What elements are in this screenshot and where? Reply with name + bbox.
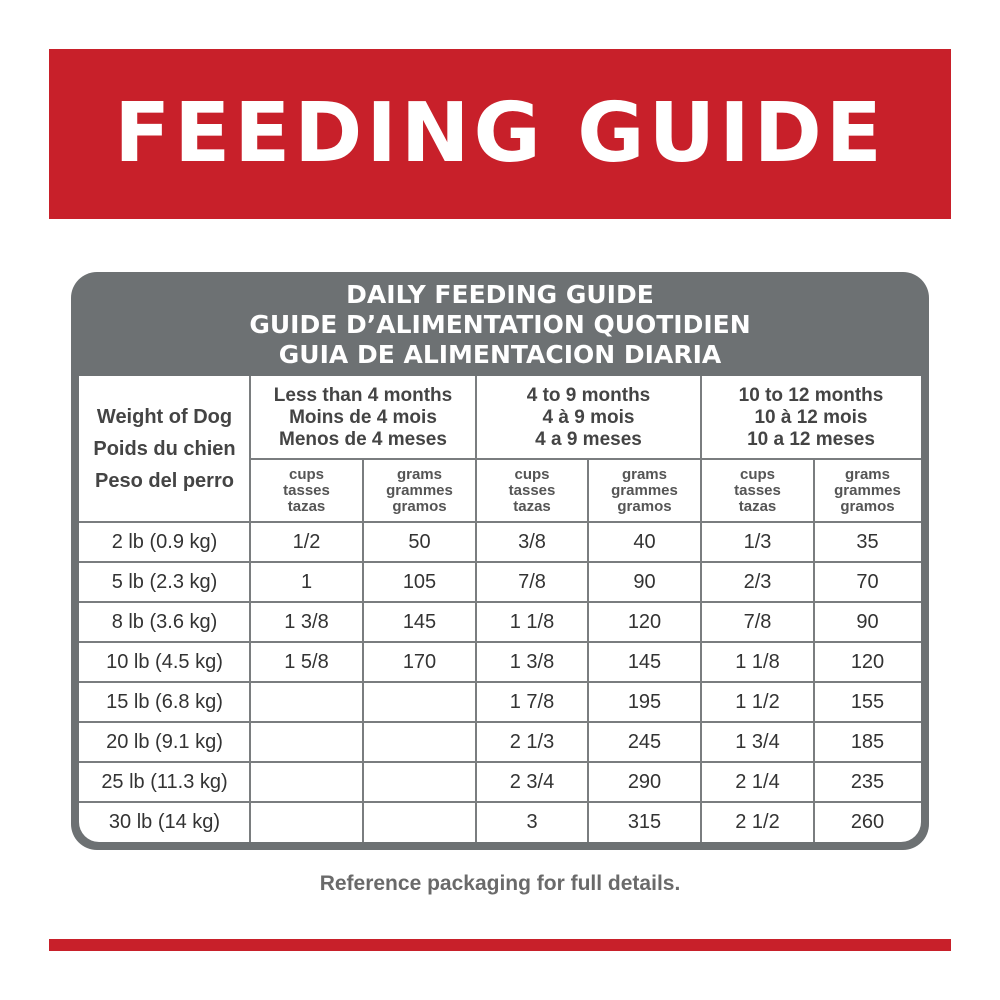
grams-value-cell-text: [633, 531, 655, 554]
cups-header-2: [701, 459, 814, 522]
cups-value-cell-text: [744, 611, 772, 634]
grams-value-cell-line-0: 185: [850, 730, 885, 753]
cups-value-cell-text: [301, 571, 312, 594]
cups-header-1: [476, 459, 588, 522]
grams-value-cell-line-0: 90: [633, 570, 656, 593]
cups-value-cell: [250, 802, 363, 842]
cups-value-cell-text: [735, 731, 779, 754]
cups-value-cell: [701, 562, 814, 602]
panel-title-es: GUIA DE ALIMENTACION DIARIA: [278, 340, 722, 369]
cups-value-cell-text: [510, 731, 554, 754]
panel-title-fr: GUIDE D’ALIMENTATION QUOTIDIEN: [249, 310, 751, 339]
cups-value-cell-text: [510, 771, 554, 794]
grams-value-cell: [363, 802, 476, 842]
grams-header-1-line-1: grammes: [611, 481, 678, 499]
cups-value-cell-text: [735, 691, 779, 714]
weight-cell: [79, 722, 250, 762]
weight-header-line-0: Weight of Dog: [96, 406, 233, 428]
cups-header-2-line-1: tasses: [734, 481, 781, 499]
grams-value-cell-line-0: 120: [627, 610, 662, 633]
grams-value-cell: [363, 642, 476, 682]
age-group-header-1-line-1: 4 à 9 mois: [542, 406, 635, 428]
age-group-header-2-text: [739, 385, 884, 451]
grams-value-cell-line-0: 170: [402, 650, 437, 673]
cups-header-0: [250, 459, 363, 522]
grams-value-cell: [588, 682, 701, 722]
grams-header-0-line-0: grams: [396, 465, 442, 483]
age-group-header-2: [701, 376, 921, 459]
grams-value-cell-line-0: 50: [408, 530, 431, 553]
grams-header-0-line-2: gramos: [392, 497, 447, 515]
grams-value-cell: [588, 562, 701, 602]
cups-value-cell: [476, 642, 588, 682]
grams-value-cell-line-0: 260: [850, 810, 885, 833]
grams-value-cell-line-0: 70: [856, 570, 879, 593]
grams-header-1: [588, 459, 701, 522]
cups-value-cell-line-0: 3: [526, 810, 538, 833]
grams-value-cell: [588, 802, 701, 842]
weight-cell-line-0: 2 lb (0.9 kg): [111, 530, 218, 553]
age-group-header-0-line-0: Less than 4 months: [273, 384, 453, 406]
grams-value-cell-line-0: 195: [627, 690, 662, 713]
weight-cell-line-0: 8 lb (3.6 kg): [111, 610, 218, 633]
grams-value-cell-line-0: 35: [856, 530, 879, 553]
age-group-header-0-text: [274, 385, 452, 451]
cups-value-cell-line-0: 2 1/3: [509, 730, 555, 753]
grams-value-cell: [814, 802, 921, 842]
grams-value-cell-text: [851, 771, 884, 794]
age-group-header-1-line-0: 4 to 9 months: [526, 384, 651, 406]
cups-value-cell: [250, 602, 363, 642]
age-group-header-1-line-2: 4 a 9 meses: [535, 428, 642, 450]
cups-value-cell-line-0: 7/8: [518, 570, 546, 593]
cups-value-cell-line-0: 1 3/4: [735, 730, 780, 753]
cups-value-cell-text: [735, 811, 779, 834]
age-group-header-1-text: [527, 385, 651, 451]
grams-value-cell-text: [851, 691, 884, 714]
grams-header-0-line-1: grammes: [386, 481, 453, 499]
grams-value-cell-text: [408, 531, 430, 554]
weight-cell-text: [109, 811, 220, 834]
grams-value-cell-line-0: 90: [856, 610, 879, 633]
cups-value-cell: [250, 522, 363, 562]
cups-value-cell: [250, 762, 363, 802]
cups-value-cell-line-0: 1 1/2: [735, 690, 780, 713]
weight-cell-text: [106, 691, 223, 714]
cups-value-cell-text: [744, 531, 772, 554]
grams-value-cell-text: [851, 811, 884, 834]
cups-value-cell-text: [735, 771, 779, 794]
grams-value-cell: [363, 602, 476, 642]
grams-value-cell: [814, 762, 921, 802]
cups-value-cell: [250, 722, 363, 762]
cups-value-cell-line-0: 1 3/8: [509, 650, 555, 673]
cups-value-cell-line-0: 1 7/8: [509, 690, 555, 713]
cups-value-cell-text: [526, 811, 537, 834]
cups-value-cell: [701, 762, 814, 802]
cups-value-cell: [701, 602, 814, 642]
weight-cell: [79, 562, 250, 602]
grams-value-cell: [363, 562, 476, 602]
cups-value-cell: [476, 682, 588, 722]
grams-value-cell: [588, 642, 701, 682]
grams-value-cell-line-0: 315: [627, 810, 662, 833]
weight-cell-line-0: 25 lb (11.3 kg): [101, 770, 228, 793]
weight-cell: [79, 602, 250, 642]
cups-value-cell-text: [735, 651, 779, 674]
feeding-table: [79, 376, 921, 842]
grams-header-2: [814, 459, 921, 522]
cups-header-0-text: [283, 467, 330, 515]
age-group-header-0-line-1: Moins de 4 mois: [289, 406, 437, 428]
cups-value-cell: [701, 682, 814, 722]
cups-header-0-line-2: tazas: [287, 497, 326, 515]
cups-value-cell: [476, 802, 588, 842]
panel-header: [71, 280, 929, 370]
cups-value-cell-line-0: 1 5/8: [284, 650, 329, 673]
grams-value-cell: [814, 602, 921, 642]
grams-value-cell-text: [851, 651, 884, 674]
cups-value-cell-line-0: 1 3/8: [284, 610, 329, 633]
weight-cell: [79, 802, 250, 842]
cups-value-cell: [476, 602, 588, 642]
grams-value-cell: [814, 722, 921, 762]
age-group-header-1: [476, 376, 701, 459]
grams-value-cell-text: [856, 611, 878, 634]
grams-value-cell-line-0: 145: [402, 610, 437, 633]
weight-cell-line-0: 5 lb (2.3 kg): [111, 570, 218, 593]
cups-value-cell: [701, 522, 814, 562]
cups-header-2-line-0: cups: [739, 465, 775, 483]
title-banner: [49, 49, 951, 219]
cups-value-cell: [250, 682, 363, 722]
weight-header: [79, 376, 250, 522]
grams-value-cell-line-0: 290: [627, 770, 662, 793]
cups-value-cell-line-0: 1 1/8: [735, 650, 780, 673]
grams-value-cell: [588, 762, 701, 802]
grams-value-cell: [363, 682, 476, 722]
cups-value-cell-line-0: 1 1/8: [509, 610, 555, 633]
cups-value-cell-line-0: 2/3: [743, 570, 772, 593]
weight-cell-text: [112, 571, 218, 594]
age-group-header-2-line-0: 10 to 12 months: [738, 384, 884, 406]
cups-value-cell: [701, 642, 814, 682]
grams-header-0-text: [386, 467, 453, 515]
grams-value-cell-text: [628, 611, 661, 634]
cups-value-cell-text: [284, 611, 328, 634]
weight-cell: [79, 642, 250, 682]
cups-header-1-line-2: tazas: [513, 497, 551, 515]
grams-value-cell: [814, 682, 921, 722]
grams-value-cell-text: [856, 531, 878, 554]
grams-header-1-text: [611, 467, 678, 515]
cups-value-cell-text: [744, 571, 772, 594]
cups-header-1-line-1: tasses: [508, 481, 556, 499]
grams-value-cell-text: [856, 571, 878, 594]
grams-header-2-line-1: grammes: [834, 481, 901, 499]
grams-value-cell-text: [628, 691, 661, 714]
cups-value-cell-line-0: 2 3/4: [509, 770, 555, 793]
cups-header-0-line-0: cups: [288, 465, 324, 483]
grams-value-cell: [588, 722, 701, 762]
grams-value-cell-line-0: 40: [633, 530, 656, 553]
grams-header-1-line-2: gramos: [617, 497, 672, 515]
grams-value-cell: [814, 642, 921, 682]
grams-value-cell-line-0: 235: [850, 770, 885, 793]
grams-value-cell-line-0: 245: [627, 730, 662, 753]
grams-value-cell: [814, 522, 921, 562]
cups-value-cell-text: [518, 531, 546, 554]
grams-header-1-line-0: grams: [621, 465, 667, 483]
grams-value-cell-line-0: 120: [850, 650, 885, 673]
panel-title-en: DAILY FEEDING GUIDE: [346, 280, 654, 309]
grams-value-cell-text: [628, 651, 661, 674]
grams-value-cell-text: [628, 731, 661, 754]
weight-cell-text: [112, 531, 218, 554]
cups-value-cell: [476, 722, 588, 762]
cups-value-cell: [250, 562, 363, 602]
cups-value-cell: [701, 722, 814, 762]
cups-value-cell: [476, 562, 588, 602]
cups-header-0-line-1: tasses: [283, 481, 330, 499]
weight-header-line-2: Peso del perro: [95, 470, 234, 492]
weight-cell-text: [106, 651, 223, 674]
grams-value-cell-line-0: 105: [402, 570, 437, 593]
page-title: FEEDING GUIDE: [114, 86, 886, 181]
cups-value-cell-text: [510, 651, 554, 674]
cups-header-2-text: [734, 467, 781, 515]
cups-value-cell-text: [510, 691, 554, 714]
cups-value-cell: [701, 802, 814, 842]
grams-header-0: [363, 459, 476, 522]
cups-value-cell-text: [510, 611, 554, 634]
grams-value-cell: [363, 762, 476, 802]
cups-value-cell-text: [293, 531, 321, 554]
grams-value-cell-line-0: 155: [850, 690, 885, 713]
grams-value-cell: [363, 522, 476, 562]
cups-value-cell-text: [284, 651, 328, 674]
cups-value-cell: [476, 762, 588, 802]
cups-value-cell-line-0: 3/8: [518, 530, 546, 553]
reference-note: Reference packaging for full details.: [319, 872, 681, 895]
cups-value-cell-line-0: 1/3: [743, 530, 772, 553]
cups-value-cell-text: [518, 571, 546, 594]
cups-value-cell-line-0: 2 1/4: [735, 770, 780, 793]
cups-header-2-line-2: tazas: [738, 497, 777, 515]
grams-value-cell-text: [628, 771, 661, 794]
weight-cell-line-0: 30 lb (14 kg): [108, 810, 221, 833]
grams-value-cell-text: [851, 731, 884, 754]
age-group-header-0: [250, 376, 476, 459]
cups-value-cell-line-0: 2 1/2: [735, 810, 780, 833]
grams-value-cell-text: [628, 811, 661, 834]
weight-cell-text: [101, 771, 227, 794]
weight-cell-line-0: 15 lb (6.8 kg): [106, 690, 223, 713]
weight-cell: [79, 762, 250, 802]
weight-cell-text: [112, 611, 218, 634]
weight-cell: [79, 522, 250, 562]
grams-value-cell-text: [633, 571, 655, 594]
weight-header-text: [93, 401, 235, 497]
grams-header-2-line-2: gramos: [840, 497, 895, 515]
cups-header-1-text: [509, 467, 556, 515]
bottom-red-rule: [49, 939, 951, 951]
grams-value-cell: [588, 522, 701, 562]
weight-cell-text: [106, 731, 223, 754]
grams-value-cell-text: [403, 651, 436, 674]
grams-value-cell: [814, 562, 921, 602]
grams-header-2-text: [834, 467, 901, 515]
grams-value-cell-line-0: 145: [627, 650, 662, 673]
grams-value-cell-text: [403, 571, 436, 594]
age-group-header-0-line-2: Menos de 4 meses: [279, 428, 447, 450]
cups-header-1-line-0: cups: [514, 465, 550, 483]
weight-header-line-1: Poids du chien: [93, 438, 236, 460]
age-group-header-2-line-2: 10 a 12 meses: [747, 428, 875, 450]
cups-value-cell-line-0: 1/2: [292, 530, 321, 553]
age-group-header-2-line-1: 10 à 12 mois: [754, 406, 868, 428]
cups-value-cell: [250, 642, 363, 682]
cups-value-cell-line-0: 1: [300, 570, 313, 593]
grams-value-cell-text: [403, 611, 436, 634]
grams-header-2-line-0: grams: [844, 465, 890, 483]
cups-value-cell: [476, 522, 588, 562]
grams-value-cell: [588, 602, 701, 642]
weight-cell: [79, 682, 250, 722]
weight-cell-line-0: 20 lb (9.1 kg): [106, 730, 223, 753]
grams-value-cell: [363, 722, 476, 762]
cups-value-cell-line-0: 7/8: [743, 610, 772, 633]
weight-cell-line-0: 10 lb (4.5 kg): [106, 650, 223, 673]
